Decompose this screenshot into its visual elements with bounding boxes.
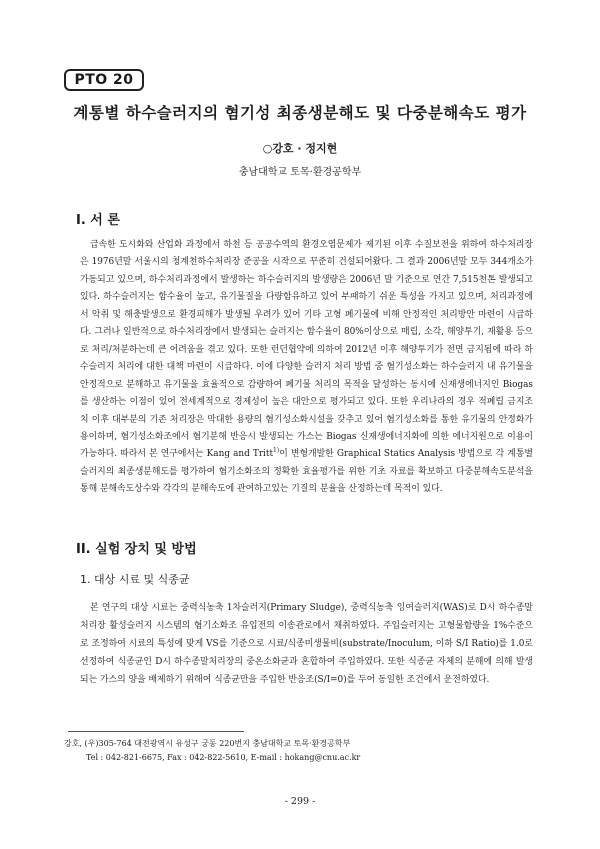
section-heading-methods: II. 실험 장치 및 방법 <box>76 542 197 557</box>
introduction-text: 급속한 도시화와 산업화 과정에서 하천 등 공공수역의 환경오염문제가 제기된 이후 수질보전을 위하여 하수처리장은 1976년말 서울시의 청계천하수처리장 준공을 시작으로 꾸준히 건설되어왔다. 그 결과 2006년말 모두 344개소가 가동되고 있으며, 하수처리과정에서 발생하는 하수슬러지의 발생량은 2006년 말 기준으로 연간 7,515천톤 발생되고 있다. 하수슬러지는 함수율이 높고, 유기물질을 다량함유하고 있어 부패하기 쉬운 특성을 가지고 있으며, 처리과정에서 악취 및 해충발생으로 환경피해가 발생될 우려가 있어 기타 고형 폐기물에 비해 안정적인 처리방안 마련이 시급하다. 그러나 일반적으로 하수처리장에서 발생되는 슬러지는 함수율이 80%이상으로 매립, 소각, 해양투기, 재활용 등으로 처리/처분하는데 큰 어려움을 겪고 있다. 또한 런던협약에 의하여 2012년 이후 해양투기가 전면 금지됨에 따라 하수슬러지 처리에 대한 대책 마련이 시급하다. 이에 다양한 슬러지 처리 방법 중 혐기성소화는 하수슬러지 내 유기물을 안정적으로 분해하고 유기물을 효율적으로 감량하여 폐기물 처리의 목적을 달성하는 동시에 신재생에너지인 Biogas를 생산하는 이점이 있어 전세계적으로 경제성이 높은 대안으로 평가되고 있다. 또한 우리나라의 경우 적폐립 금지조치 이후 대부분의 기존 처리장은 막대한 용량의 혐기성소화시설을 갖추고 있어 혐기성소화를 통한 유기물의 안정화가 용이하며, 혐기성소화조에서 혐기분해 반응시 발생되는 가스는 Biogas 신재생에너지화에 의한 에너지원으로 이용이 가능하다. 따라서 본 연구에서는 Kang and Tritt <box>80 240 533 460</box>
page-number: - 299 - <box>284 796 316 807</box>
session-badge: PTO 20 <box>64 69 144 91</box>
introduction-paragraph <box>80 237 533 499</box>
footnote-contact: Tel : 042-821-6675, Fax : 042-822-5610, E-mail : hokang@cnu.ac.kr <box>86 753 361 762</box>
footnote <box>64 737 534 765</box>
footnote-address: 강호, (우)305-764 대전광역시 유성구 궁동 220번지 충남대학교 토목·환경공학부 <box>64 739 351 748</box>
methods-paragraph: 본 연구의 대상 시료는 중력식농축 1차슬러지(Primary Sludge), 중력식농축 잉여슬러지(WAS)로 D시 하수종말처리장 활성슬러지 시스템의 혐기소화조 유입전의 이송관로에서 채취하였다. 주입슬러지는 고형물함량을 1%수준으로 조정하여 시료의 특성에 맞게 VS를 기준으로 시료/식종미생물비(substrate/Inoculum, 이하 S/I Ratio)를 1.0로 선정하여 식종균인 D시 하수종말처리장의 중온소화균과 혼합하여 주입하였다. 또한 식종균 자체의 분해에 의해 발생되는 가스의 양을 배제하기 위해여 식종균만을 주입한 반응조(S/I=0)를 두어 동일한 조건에서 운전하였다. <box>80 603 533 685</box>
footnote-divider <box>68 731 244 732</box>
citation-marker: 1) <box>273 447 280 455</box>
subsection-heading-samples: 1. 대상 시료 및 식종균 <box>80 573 190 586</box>
authors: ○강호 · 정지현 <box>262 142 338 155</box>
affiliation: 충남대학교 토목·환경공학부 <box>238 167 362 178</box>
introduction-text-continued: 이 변형개발한 Graphical Statics Analysis 방법으로 각 계통별 슬러지의 최종생분해도를 평가하여 혐기소화조의 정확한 효율평가를 위한 기초 자료를 확보하고 다중분해속도분석을 통해 분해속도상수와 각각의 분해속도에 관여하고있는 기질의 분율을 산정하는데 목적이 있다. <box>80 449 533 495</box>
section-heading-introduction: I. 서 론 <box>76 213 120 228</box>
paper-title: 계통별 하수슬러지의 혐기성 최종생분해도 및 다중분해속도 평가 <box>73 104 527 122</box>
